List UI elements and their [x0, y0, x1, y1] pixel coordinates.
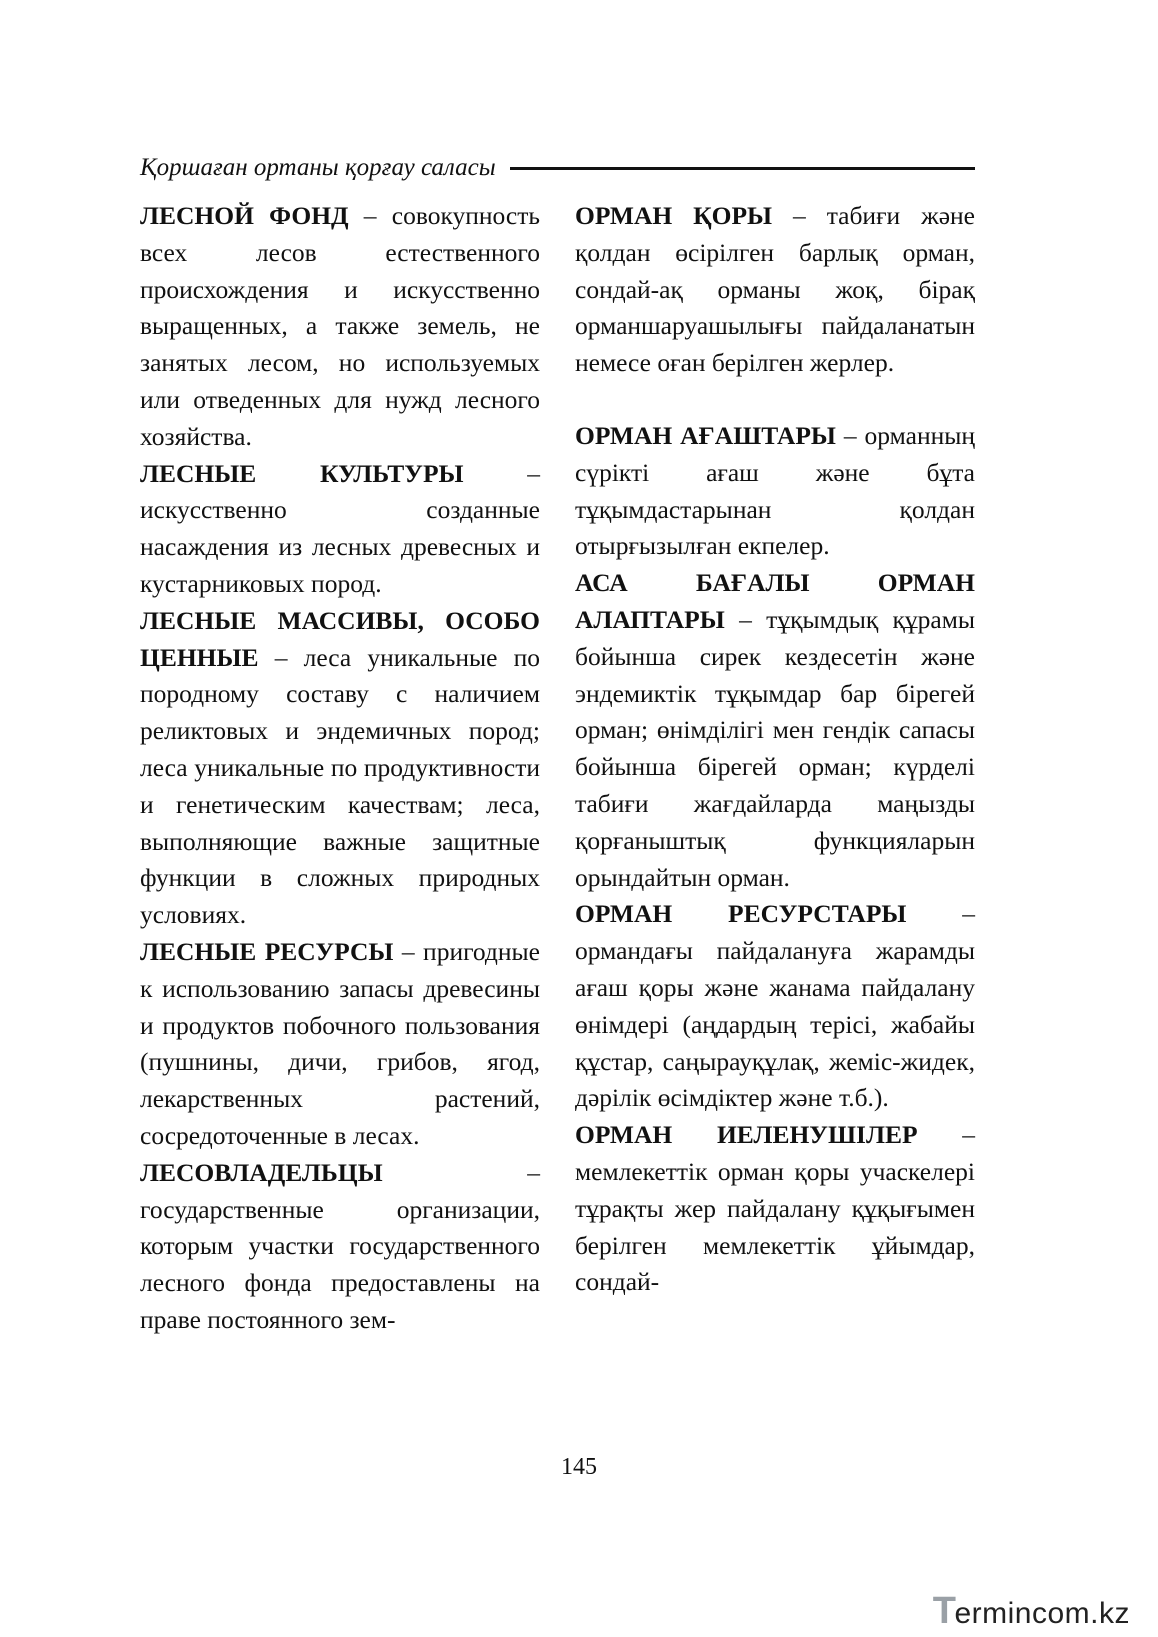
header-rule: [510, 167, 975, 170]
entry-definition: орманның сүрікті ағаш және бұта тұқымдастарынан қолдан отырғызылған екпелер.: [575, 420, 976, 561]
entry-definition: государственные организации, которым участки государственного лесного фонда предоставлены на праве постоянного зем-: [140, 1194, 540, 1334]
entry-definition: табиғи және қолдан өсірілген барлық орман, сондай-ақ орманы жоқ, бірақ орманшаруашылығы пайдаланатын немесе оған берілген жерлер.: [575, 201, 976, 378]
glossary-entry: ОРМАН ИЕЛЕНУШІЛЕР – мемлекеттік орман қоры учаскелері тұрақты жер пайдалану құқығымен берілген мемлекеттік ұйымдар, сондай-: [575, 1120, 975, 1297]
entry-term: ОРМАН РЕСУРСТАРЫ: [575, 899, 907, 929]
header-title: Қоршаған ортаны қорғау саласы: [140, 154, 496, 181]
entry-term: ОРМАН ҚОРЫ: [575, 201, 773, 230]
entry-definition: совокупность всех лесов естественного происхождения и искусственно выращенных, а также земель, не занятых лесом, но используемых или отведенных для нужд лесного хозяйства.: [140, 201, 540, 451]
glossary-entry: АСА БАҒАЛЫ ОРМАН АЛАПТАРЫ – тұқымдық құрамы бойынша сирек кездесетін және эндемиктік тұқымдар бар бірегей орман; өнімділігі мен гендік сапасы бойынша бірегей орман; күрделі табиғи жағдайларда маңызды қорғаныштық функцияларын орындайтын орман.: [575, 568, 975, 892]
entry-term: ЛЕСНЫЕ МАССИВЫ, ОСОБО ЦЕННЫЕ: [140, 605, 540, 672]
entry-definition: искусственно созданные насаждения из лесных древесных и кустарниковых пород.: [140, 495, 540, 598]
running-header: [140, 150, 975, 186]
page-number: 145: [561, 1454, 597, 1480]
entry-definition: пригодные к использованию запасы древесины и продуктов побочного пользования (пушнины, дичи, грибов, ягод, лекарственных растений, сосредоточенные в лесах.: [140, 936, 541, 1150]
entry-term: АСА БАҒАЛЫ ОРМАН АЛАПТАРЫ: [575, 568, 975, 634]
entry-definition: ормандағы пайдалануға жарамды ағаш қоры және жанама пайдалану өнімдері (аңдардың терісі, жабайы құстар, саңырауқұлақ, жеміс-жидек, дәрілік өсімдіктер және т.б.).: [575, 936, 975, 1113]
glossary-entry: ЛЕСНЫЕ КУЛЬТУРЫ – искусственно созданные насаждения из лесных древесных и кустарниковых пород.: [140, 458, 541, 598]
glossary-entry: ОРМАН АҒАШТАРЫ – орманның сүрікті ағаш және бұта тұқымдастарынан қолдан отырғызылған екпелер.: [575, 420, 976, 561]
glossary-entry: ЛЕСОВЛАДЕЛЬЦЫ – государственные организации, которым участки государственного лесного фонда предоставлены на праве постоянного зем-: [140, 1157, 540, 1334]
glossary-entry: ЛЕСНЫЕ РЕСУРСЫ – пригодные к использованию запасы древесины и продуктов побочного пользования (пушнины, дичи, грибов, ягод, лекарственных растений, сосредоточенные в лесах.: [140, 936, 541, 1150]
watermark-logo-letter: T: [932, 1590, 957, 1632]
glossary-entry: ЛЕСНОЙ ФОНД – совокупность всех лесов естественного происхождения и искусственно выращенных, а также земель, не занятых лесом, но используемых или отведенных для нужд лесного хозяйства.: [140, 201, 540, 451]
entry-term: ОРМАН АҒАШТАРЫ: [575, 420, 836, 450]
left-column: [140, 198, 540, 1339]
entry-term: ЛЕСНЫЕ РЕСУРСЫ: [140, 936, 394, 966]
entry-term: ЛЕСНЫЕ КУЛЬТУРЫ: [140, 458, 464, 488]
watermark-text: ermincom.kz: [954, 1597, 1130, 1630]
glossary-entry: ЛЕСНЫЕ МАССИВЫ, ОСОБО ЦЕННЫЕ – леса уникальные по породному составу с наличием реликтовых и эндемичных пород; леса уникальные по продуктивности и генетическим качествам; леса, выполняющие важные защитные функции в сложных природных условиях.: [140, 605, 540, 930]
entry-definition: мемлекеттік орман қоры учаскелері тұрақты жер пайдалану құқығымен берілген мемлекеттік ұйымдар, сондай-: [575, 1156, 975, 1297]
right-column: [575, 198, 975, 1301]
glossary-entry: ОРМАН РЕСУРСТАРЫ – ормандағы пайдалануға жарамды ағаш қоры және жанама пайдалану өнімдері (аңдардың терісі, жабайы құстар, саңырауқұлақ, жеміс-жидек, дәрілік өсімдіктер және т.б.).: [575, 899, 975, 1113]
entry-definition: леса уникальные по породному составу с наличием реликтовых и эндемичных пород; леса уникальные по продуктивности и генетическим качествам; леса, выполняющие важные защитные функции в сложных природных условиях.: [140, 642, 540, 930]
entry-term: ЛЕСНОЙ ФОНД: [140, 201, 349, 230]
glossary-entry: ОРМАН ҚОРЫ – табиғи және қолдан өсірілген барлық орман, сондай-ақ орманы жоқ, бірақ орманшаруашылығы пайдаланатын немесе оған берілген жерлер.: [575, 201, 976, 378]
site-watermark: [933, 1590, 1130, 1633]
entry-term: ОРМАН ИЕЛЕНУШІЛЕР: [575, 1120, 918, 1150]
entry-term: ЛЕСОВЛАДЕЛЬЦЫ: [140, 1157, 383, 1187]
entry-definition: тұқымдық құрамы бойынша сирек кездесетін және эндемиктік тұқымдар бар бірегей орман; өнімділігі мен гендік сапасы бойынша бірегей орман; күрделі табиғи жағдайларда маңызды қорғаныштық функцияларын орындайтын орман.: [575, 604, 975, 892]
